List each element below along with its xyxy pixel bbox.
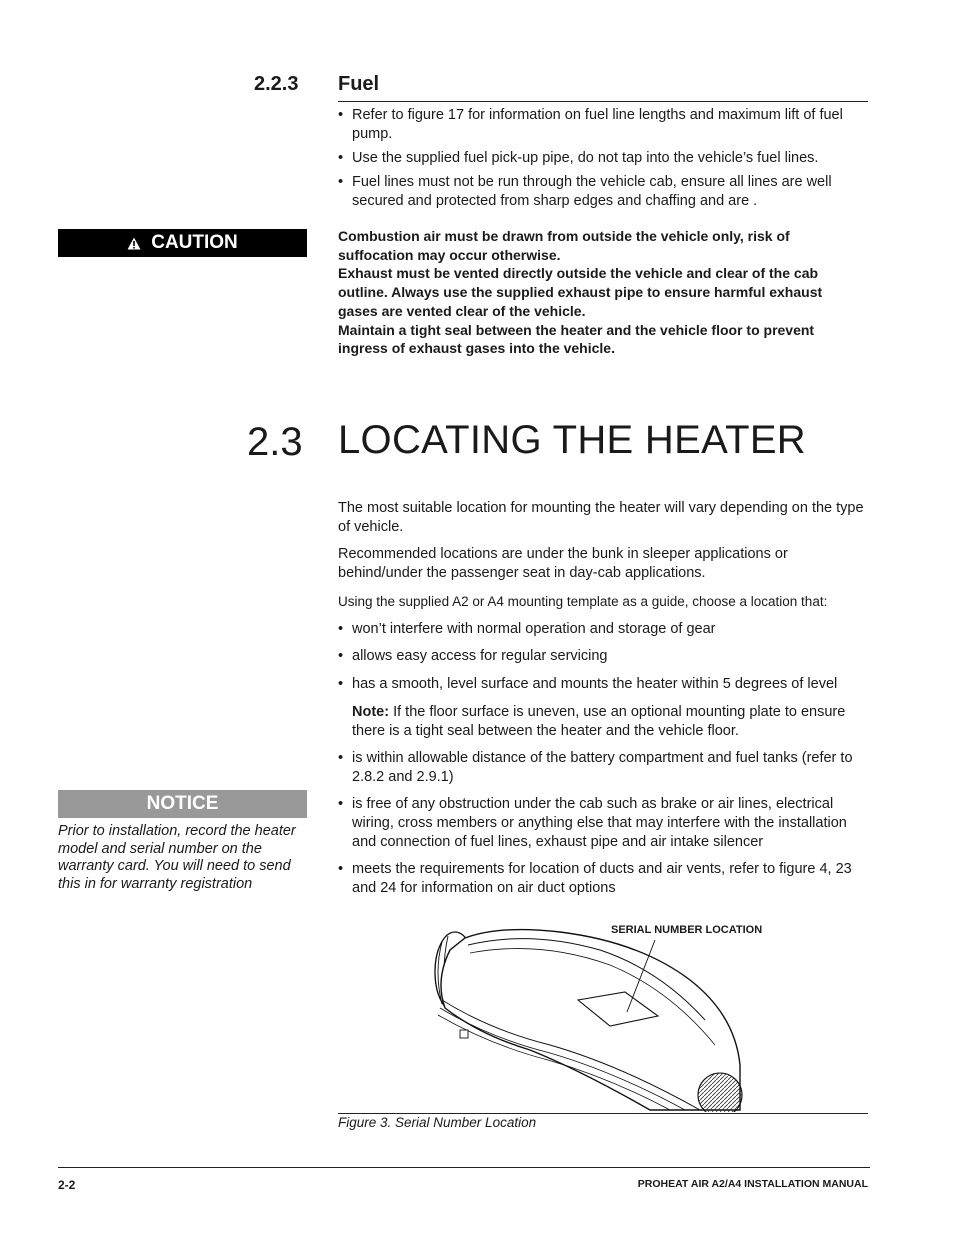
note-text: If the floor surface is uneven, use an optional mounting plate to ensure there is a tight seal between the heater and the vehicle floor. xyxy=(352,704,846,739)
section-title-large: LOCATING THE HEATER xyxy=(338,418,806,462)
section-number-large: 2.3 xyxy=(247,420,303,464)
list-item-text: Use the supplied fuel pick-up pipe, do not tap into the vehicle’s fuel lines. xyxy=(352,150,819,166)
figure-caption: Figure 3. Serial Number Location xyxy=(338,1115,537,1130)
notice-text: Prior to installation, record the heater model and serial number on the warranty card. You will need to send this in for warranty registration xyxy=(58,823,296,892)
list-item-text: is within allowable distance of the battery compartment and fuel tanks (refer to 2.8.2 and 2.9.1) xyxy=(352,750,853,785)
caution-line: Exhaust must be vented directly outside the vehicle and clear of the cab outline. Always use the supplied exhaust pipe to ensure harmful exhaust gases are vented clear of the vehicle. xyxy=(338,265,823,319)
caution-line: Combustion air must be drawn from outside the vehicle only, risk of suffocation may occur otherwise. xyxy=(338,228,790,263)
list-item-text: has a smooth, level surface and mounts the heater within 5 degrees of level xyxy=(352,676,838,692)
notice-label: NOTICE xyxy=(146,793,219,814)
list-item-text: is free of any obstruction under the cab such as brake or air lines, electrical wiring, cross members or anything else that may interfere with the installation and connection of fuel lines, exhaust pipe and air intake silencer xyxy=(352,796,847,850)
list-item-text: Refer to figure 17 for information on fuel line lengths and maximum lift of fuel pump. xyxy=(352,107,843,142)
list-item: • Refer to figure 17 for information on fuel line lengths and maximum lift of fuel pump. xyxy=(338,106,868,144)
section-rule xyxy=(338,101,868,102)
note xyxy=(352,703,852,741)
notice-banner xyxy=(58,790,307,818)
list-item: • has a smooth, level surface and mounts the heater within 5 degrees of level xyxy=(338,675,868,694)
list-item-text: allows easy access for regular servicing xyxy=(352,648,608,664)
paragraph: The most suitable location for mounting the heater will vary depending on the type of vehicle. xyxy=(338,500,864,535)
list-item: • Fuel lines must not be run through the vehicle cab, ensure all lines are well secured and protected from sharp edges and chaffing and are . xyxy=(338,173,868,211)
manual-title: PROHEAT AIR A2/A4 INSTALLATION MANUAL xyxy=(637,1178,868,1190)
warning-icon xyxy=(127,237,141,250)
caution-text xyxy=(338,227,858,358)
list-item-text: Fuel lines must not be run through the vehicle cab, ensure all lines are well secured and protected from sharp edges and chaffing and are . xyxy=(352,174,832,209)
list-item: • is within allowable distance of the battery compartment and fuel tanks (refer to 2.8.2 and 2.9.1) xyxy=(338,749,868,787)
list-item-text: meets the requirements for location of ducts and air vents, refer to figure 4, 23 and 24 for information on air duct options xyxy=(352,861,852,896)
list-item: • Use the supplied fuel pick-up pipe, do not tap into the vehicle’s fuel lines. xyxy=(338,149,868,168)
caution-label: CAUTION xyxy=(151,232,238,253)
list-item: • won’t interfere with normal operation and storage of gear xyxy=(338,620,868,639)
paragraph: Using the supplied A2 or A4 mounting template as a guide, choose a location that: xyxy=(338,594,828,609)
footer-rule xyxy=(58,1167,870,1168)
list-item-text: won’t interfere with normal operation and storage of gear xyxy=(352,621,716,637)
list-item: • is free of any obstruction under the cab such as brake or air lines, electrical wiring, cross members or anything else that may interfere with the installation and connection of fuel lines, exhaust pipe and air intake silencer xyxy=(338,795,868,852)
heater-illustration xyxy=(420,920,770,1112)
callout-label: SERIAL NUMBER LOCATION xyxy=(611,924,763,936)
list-item: • allows easy access for regular servicing xyxy=(338,647,868,666)
section-number: 2.2.3 xyxy=(254,73,299,95)
caution-line: Maintain a tight seal between the heater and the vehicle floor to prevent ingress of exhaust gases into the vehicle. xyxy=(338,321,815,357)
section-title: Fuel xyxy=(338,73,380,95)
page-number: 2-2 xyxy=(58,1178,76,1192)
note-label: Note: xyxy=(352,704,390,720)
caution-banner xyxy=(58,229,307,257)
list-item: • meets the requirements for location of ducts and air vents, refer to figure 4, 23 and 24 for information on air duct options xyxy=(338,860,868,898)
paragraph: Recommended locations are under the bunk in sleeper applications or behind/under the passenger seat in day-cab applications. xyxy=(338,546,788,581)
figure-rule xyxy=(338,1113,868,1114)
